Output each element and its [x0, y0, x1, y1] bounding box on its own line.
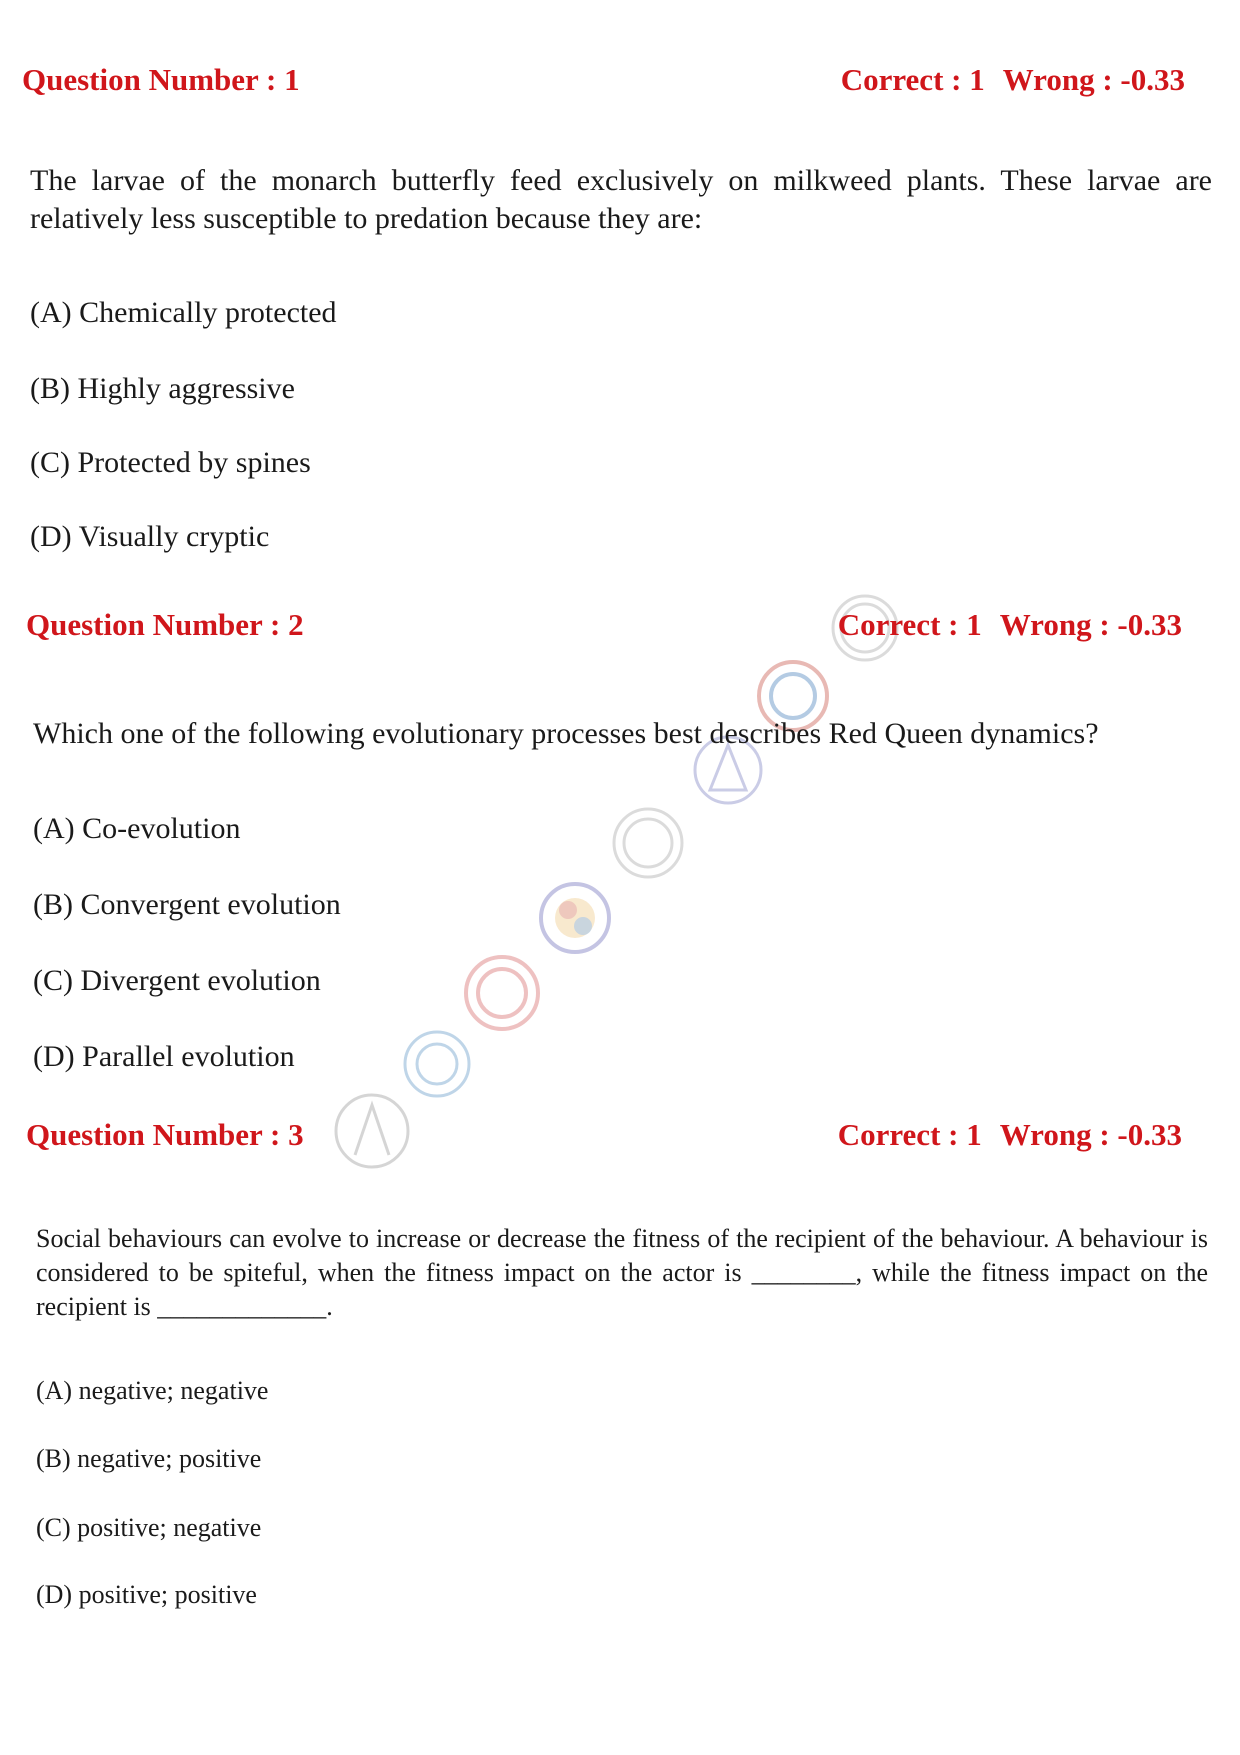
question-number: Question Number : 2 — [26, 607, 304, 642]
option-d: (D) Parallel evolution — [33, 1040, 295, 1073]
question-text: Which one of the following evolutionary processes best describes Red Queen dynamics? — [33, 717, 1099, 750]
wrong-marks: Wrong : -0.33 — [999, 607, 1182, 642]
option-c: (C) Divergent evolution — [33, 964, 321, 997]
seal-icon — [614, 809, 682, 877]
option-a: (A) negative; negative — [36, 1376, 269, 1405]
question-text: Social behaviours can evolve to increase or decrease the fitness of the recipient of the behaviour. A behaviour is considered to be spiteful, when the fitness impact on the actor is ________, while the fitness impact on the recipient is _____________. — [36, 1224, 1208, 1321]
seal-icon — [624, 819, 672, 867]
correct-marks: Correct : 1 — [840, 62, 985, 97]
option-a: (A) Co-evolution — [33, 812, 241, 845]
seal-icon — [417, 1044, 457, 1084]
option-b: (B) Convergent evolution — [33, 888, 341, 921]
question-text: The larvae of the monarch butterfly feed exclusively on milkweed plants. These larvae are relatively less susceptible to predation because they are: — [30, 164, 1212, 235]
seal-icon — [771, 674, 815, 718]
option-b: (B) Highly aggressive — [30, 372, 295, 405]
correct-marks: Correct : 1 — [837, 607, 982, 642]
marking-scheme — [838, 607, 1182, 643]
marking-scheme — [838, 1117, 1182, 1153]
option-c: (C) Protected by spines — [30, 446, 311, 479]
question-number: Question Number : 3 — [26, 1117, 304, 1152]
seal-icon — [478, 969, 526, 1017]
option-d: (D) positive; positive — [36, 1580, 257, 1609]
wrong-marks: Wrong : -0.33 — [999, 1117, 1182, 1152]
seal-icon — [405, 1032, 469, 1096]
question-number: Question Number : 1 — [22, 62, 300, 97]
option-d: (D) Visually cryptic — [30, 520, 270, 553]
option-a: (A) Chemically protected — [30, 296, 337, 329]
wrong-marks: Wrong : -0.33 — [1002, 62, 1185, 97]
question-header — [0, 62, 1240, 102]
question-header — [0, 607, 1240, 647]
seal-icon — [466, 957, 538, 1029]
correct-marks: Correct : 1 — [837, 1117, 982, 1152]
option-c: (C) positive; negative — [36, 1513, 262, 1542]
question-header — [0, 1117, 1240, 1157]
seal-icon — [541, 884, 609, 952]
option-b: (B) negative; positive — [36, 1444, 262, 1473]
marking-scheme — [841, 62, 1185, 98]
